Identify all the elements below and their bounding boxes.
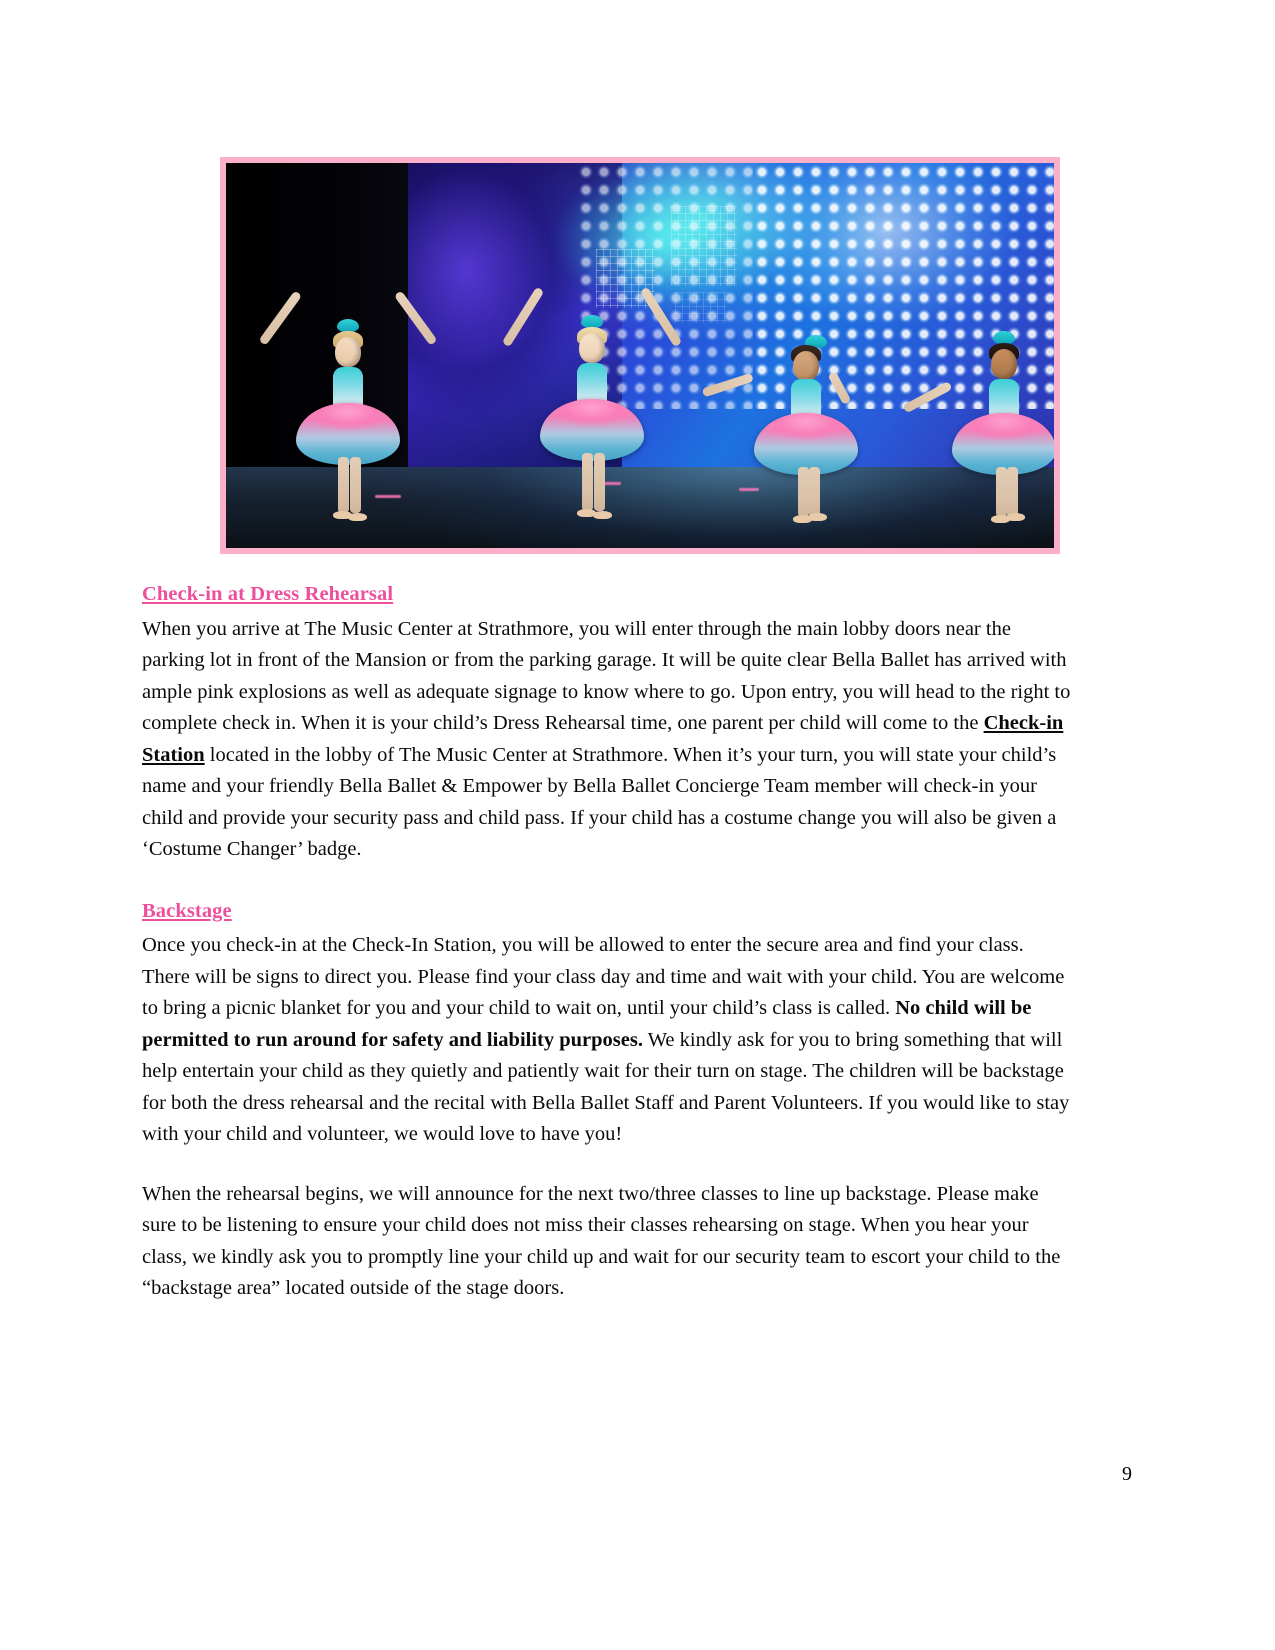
ballet-shoe [1006, 513, 1025, 521]
dancer-leg [338, 457, 349, 513]
paragraph-spacer [142, 866, 1072, 897]
page-number: 9 [1122, 1463, 1132, 1485]
dancer-leg [996, 467, 1007, 517]
dancer-leg [798, 467, 809, 517]
dancer-tutu [540, 399, 644, 461]
dancer-tutu [754, 413, 858, 475]
dancer-leg [1007, 467, 1018, 517]
dancer-head [579, 333, 605, 363]
dancer-arm-right [828, 371, 852, 405]
heading-backstage: Backstage [142, 899, 232, 922]
text-run: We kindly ask for you to bring something that will help entertain your child as they quietly and patiently wait for their turn on stage. The children will be backstage for both the dress rehearsal and the recital with Bella Ballet Staff and Parent Volunteers. If you would like to stay with your child and volunteer, we would love to have you! [142, 1028, 1070, 1146]
scenery-grid-panel-2 [671, 206, 736, 286]
dancer-head [793, 351, 819, 381]
ballet-shoe [808, 513, 827, 521]
text-run: Once you check-in at the Check-In Station, you will be allowed to enter the secure area and find your class. There will be signs to direct you. Please find your class day and time and wait with your child. You are welcome to bring a picnic blanket for you and your child to wait on, until your child’s class is called. [142, 934, 1065, 1020]
paragraph-spacer [142, 1151, 1072, 1179]
ballet-shoe [348, 513, 367, 521]
text-run: When you arrive at The Music Center at Strathmore, you will enter through the main lobby doors near the parking lot in front of the Mansion or from the parking garage. It will be quite clear Bella Ballet has arrived with ample pink explosions as well as adequate signage to know where to go. Upon entry, you will head to the right to complete check in. When it is your child’s Dress Rehearsal time, one parent per child will come to the [142, 617, 1071, 735]
dancer-tutu [952, 413, 1054, 475]
dancer-leg [582, 453, 593, 511]
dancer-leg [594, 453, 605, 511]
text-run: When the rehearsal begins, we will announce for the next two/three classes to line up backstage. Please make sure to be listening to ensure your child does not miss their classes rehearsing on stage. When you hear your class, we kindly ask you to promptly line your child up and wait for our security team to escort your child to the “backstage area” located outside of the stage doors. [142, 1182, 1061, 1300]
ballet-shoe [593, 511, 612, 519]
page-body [142, 580, 1072, 1305]
dancer-head [991, 349, 1017, 379]
dancer-figure [288, 275, 408, 525]
dancer-figure [746, 281, 866, 525]
inline-emphasis-check-in-station: Check-in Station [142, 712, 1064, 766]
dancer-leg [350, 457, 361, 513]
recital-photo [220, 157, 1060, 554]
scenery-grid-panel-3 [675, 292, 727, 323]
dancer-tutu [296, 403, 400, 465]
dancer-figure [532, 275, 652, 525]
text-run: located in the lobby of The Music Center at Strathmore. When it’s your turn, you will state your child’s name and your friendly Bella Ballet & Empower by Bella Ballet Concierge Team member will check-in your child and provide your security pass and child pass. If your child has a costume change you will also be given a ‘Costume Changer’ badge. [142, 743, 1057, 861]
inline-emphasis-no-child-rule: No child will be permitted to run around for safety and liability purposes. [142, 997, 1032, 1051]
paragraph-backstage-1 [142, 930, 1072, 1151]
dancer-leg [809, 467, 820, 517]
dancer-head [335, 337, 361, 367]
heading-check-in-at-dress-rehearsal: Check-in at Dress Rehearsal [142, 583, 394, 605]
dancer-figure [942, 281, 1054, 525]
paragraph-check-in [142, 614, 1072, 866]
paragraph-backstage-2 [142, 1179, 1072, 1305]
photo-image [226, 163, 1054, 548]
